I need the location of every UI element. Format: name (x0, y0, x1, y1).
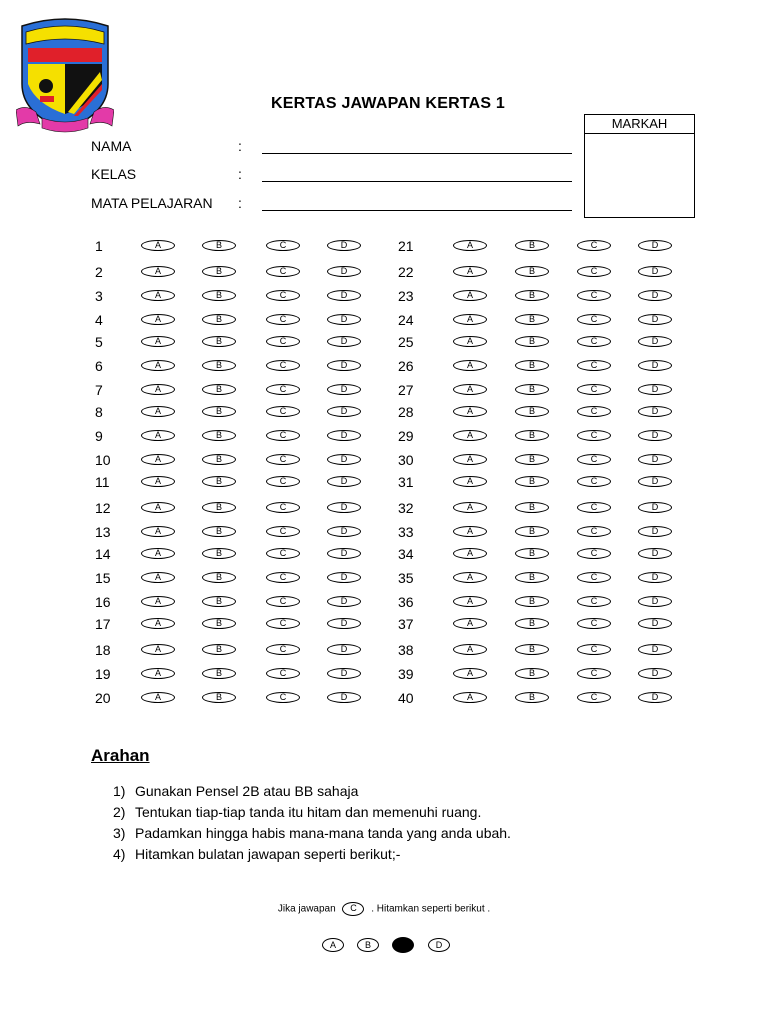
answer-bubble-a[interactable]: A (453, 618, 487, 629)
answer-bubble-a[interactable]: A (141, 360, 175, 371)
answer-bubble-a[interactable]: A (141, 526, 175, 537)
question-number: 6 (95, 358, 103, 374)
answer-bubble-d[interactable]: D (327, 596, 361, 607)
answer-bubble-d[interactable]: D (327, 336, 361, 347)
answer-bubble-a[interactable]: A (141, 384, 175, 395)
question-number: 24 (398, 312, 414, 328)
field-label-kelas: KELAS (91, 166, 137, 182)
answer-bubble-b[interactable]: B (202, 502, 236, 513)
answer-bubble-b[interactable]: B (202, 526, 236, 537)
answer-bubble-d[interactable]: D (638, 476, 672, 487)
answer-bubble-d[interactable]: D (327, 548, 361, 559)
answer-bubble-d[interactable]: D (638, 692, 672, 703)
answer-bubble-d[interactable]: D (638, 336, 672, 347)
answer-bubble-c[interactable]: C (577, 668, 611, 679)
answer-bubble-d[interactable]: D (327, 454, 361, 465)
answer-bubble-d[interactable]: D (327, 644, 361, 655)
answer-bubble-b[interactable]: B (515, 476, 549, 487)
answer-bubble-a[interactable]: A (141, 596, 175, 607)
answer-bubble-c[interactable]: C (577, 384, 611, 395)
answer-bubble-d[interactable]: D (638, 548, 672, 559)
answer-bubble-a[interactable]: A (141, 430, 175, 441)
question-number: 7 (95, 382, 103, 398)
answer-bubble-d[interactable]: D (327, 240, 361, 251)
answer-bubble-c[interactable]: C (577, 476, 611, 487)
answer-bubble-a[interactable]: A (141, 618, 175, 629)
question-number: 17 (95, 616, 111, 632)
answer-bubble-b[interactable]: B (202, 336, 236, 347)
answer-bubble-b[interactable]: B (202, 618, 236, 629)
answer-bubble-a[interactable]: A (453, 526, 487, 537)
example-answer-bubble: C (342, 902, 364, 916)
answer-bubble-b[interactable]: B (515, 406, 549, 417)
answer-bubble-d[interactable]: D (638, 360, 672, 371)
answer-bubble-c[interactable]: C (266, 476, 300, 487)
question-number: 31 (398, 474, 414, 490)
answer-bubble-a[interactable]: A (453, 240, 487, 251)
question-number: 39 (398, 666, 414, 682)
answer-bubble-d[interactable]: D (638, 290, 672, 301)
question-number: 40 (398, 690, 414, 706)
instruction-item: 1) Gunakan Pensel 2B atau BB sahaja (113, 783, 359, 799)
field-colon: : (238, 166, 242, 182)
question-number: 37 (398, 616, 414, 632)
answer-bubble-c[interactable]: C (577, 572, 611, 583)
answer-bubble-c[interactable]: C (266, 572, 300, 583)
answer-bubble-b[interactable]: B (202, 548, 236, 559)
instruction-item: 3) Padamkan hingga habis mana-mana tanda yang anda ubah. (113, 825, 511, 841)
mata-pelajaran-answer-line[interactable] (262, 210, 572, 211)
question-number: 28 (398, 404, 414, 420)
answer-bubble-d[interactable]: D (327, 406, 361, 417)
answer-bubble-a[interactable]: A (453, 548, 487, 559)
question-number: 14 (95, 546, 111, 562)
question-number: 10 (95, 452, 111, 468)
answer-bubble-d[interactable]: D (327, 430, 361, 441)
answer-bubble-c[interactable]: C (577, 406, 611, 417)
answer-bubble-d[interactable]: D (638, 430, 672, 441)
answer-bubble-b[interactable]: B (515, 430, 549, 441)
answer-bubble-a[interactable]: A (141, 406, 175, 417)
answer-bubble-c[interactable]: C (577, 336, 611, 347)
answer-bubble-a[interactable]: A (141, 266, 175, 277)
answer-bubble-b[interactable]: B (515, 502, 549, 513)
answer-bubble-c[interactable]: C (577, 360, 611, 371)
answer-bubble-c[interactable]: C (266, 290, 300, 301)
question-number: 25 (398, 334, 414, 350)
answer-bubble-a[interactable]: A (453, 384, 487, 395)
answer-bubble-a[interactable]: A (141, 240, 175, 251)
answer-bubble-d[interactable]: D (638, 314, 672, 325)
question-number: 15 (95, 570, 111, 586)
answer-bubble-a[interactable]: A (453, 406, 487, 417)
answer-bubble-a[interactable]: A (141, 336, 175, 347)
answer-bubble-b[interactable]: B (202, 644, 236, 655)
answer-bubble-b[interactable]: B (515, 618, 549, 629)
question-number: 2 (95, 264, 103, 280)
field-colon: : (238, 138, 242, 154)
page-title: KERTAS JAWAPAN KERTAS 1 (271, 95, 505, 112)
answer-bubble-b[interactable]: B (202, 240, 236, 251)
answer-bubble-b[interactable]: B (202, 384, 236, 395)
question-number: 38 (398, 642, 414, 658)
answer-bubble-a[interactable]: A (141, 476, 175, 487)
answer-bubble-b[interactable]: B (202, 572, 236, 583)
answer-bubble-d[interactable]: D (638, 454, 672, 465)
markah-box (584, 114, 695, 218)
question-number: 26 (398, 358, 414, 374)
answer-bubble-c[interactable]: C (266, 360, 300, 371)
answer-bubble-b[interactable]: B (515, 454, 549, 465)
answer-bubble-c[interactable]: C (266, 406, 300, 417)
answer-bubble-a[interactable]: A (141, 290, 175, 301)
answer-bubble-b[interactable]: B (515, 314, 549, 325)
question-number: 18 (95, 642, 111, 658)
answer-bubble-d[interactable]: D (327, 290, 361, 301)
answer-bubble-b[interactable]: B (202, 476, 236, 487)
answer-bubble-c[interactable]: C (577, 692, 611, 703)
answer-bubble-b[interactable]: B (202, 314, 236, 325)
question-number: 34 (398, 546, 414, 562)
question-number: 19 (95, 666, 111, 682)
answer-bubble-b[interactable]: B (515, 336, 549, 347)
answer-bubble-c[interactable]: C (266, 384, 300, 395)
question-number: 29 (398, 428, 414, 444)
answer-bubble-a[interactable]: A (453, 668, 487, 679)
question-number: 20 (95, 690, 111, 706)
school-crest-logo (16, 14, 114, 134)
example-bubble: B (357, 938, 379, 952)
answer-bubble-a[interactable]: A (453, 430, 487, 441)
answer-bubble-c[interactable]: C (577, 430, 611, 441)
answer-bubble-b[interactable]: B (515, 548, 549, 559)
answer-bubble-d[interactable]: D (327, 314, 361, 325)
question-number: 30 (398, 452, 414, 468)
nama-answer-line[interactable] (262, 153, 572, 154)
question-number: 22 (398, 264, 414, 280)
answer-bubble-d[interactable]: D (638, 526, 672, 537)
answer-bubble-a[interactable]: A (141, 502, 175, 513)
markah-label: MARKAH (585, 115, 694, 134)
answer-bubble-c[interactable]: C (577, 548, 611, 559)
answer-bubble-c[interactable]: C (577, 454, 611, 465)
answer-bubble-c[interactable]: C (577, 526, 611, 537)
question-number: 1 (95, 238, 103, 254)
answer-bubble-b[interactable]: B (202, 430, 236, 441)
answer-bubble-b[interactable]: B (515, 572, 549, 583)
answer-bubble-a[interactable]: A (453, 572, 487, 583)
answer-bubble-c[interactable]: C (577, 596, 611, 607)
answer-bubble-a[interactable]: A (453, 644, 487, 655)
answer-bubble-d[interactable]: D (638, 384, 672, 395)
answer-bubble-c[interactable]: C (266, 668, 300, 679)
instruction-item: 4) Hitamkan bulatan jawapan seperti berikut;- (113, 846, 401, 862)
example-filled-bubble (392, 937, 414, 953)
answer-bubble-a[interactable]: A (453, 360, 487, 371)
answer-bubble-c[interactable]: C (266, 314, 300, 325)
answer-bubble-c[interactable]: C (266, 454, 300, 465)
answer-bubble-d[interactable]: D (327, 502, 361, 513)
answer-bubble-b[interactable]: B (202, 406, 236, 417)
answer-bubble-b[interactable]: B (515, 266, 549, 277)
question-number: 3 (95, 288, 103, 304)
answer-bubble-a[interactable]: A (141, 454, 175, 465)
answer-bubble-d[interactable]: D (638, 406, 672, 417)
answer-bubble-d[interactable]: D (327, 526, 361, 537)
example-text: Jika jawapan C . Hitamkan seperti berikut . (277, 903, 491, 915)
answer-bubble-d[interactable]: D (638, 644, 672, 655)
answer-bubble-c[interactable]: C (577, 314, 611, 325)
answer-bubble-c[interactable]: C (266, 692, 300, 703)
answer-bubble-d[interactable]: D (638, 618, 672, 629)
question-number: 5 (95, 334, 103, 350)
answer-bubble-d[interactable]: D (327, 266, 361, 277)
question-number: 35 (398, 570, 414, 586)
answer-bubble-a[interactable]: A (141, 668, 175, 679)
answer-bubble-d[interactable]: D (327, 692, 361, 703)
answer-bubble-c[interactable]: C (266, 618, 300, 629)
example-bubble: A (322, 938, 344, 952)
example-bubble: D (428, 938, 450, 952)
answer-bubble-a[interactable]: A (453, 266, 487, 277)
answer-bubble-b[interactable]: B (515, 290, 549, 301)
answer-bubble-b[interactable]: B (202, 668, 236, 679)
question-number: 12 (95, 500, 111, 516)
question-number: 13 (95, 524, 111, 540)
answer-bubble-c[interactable]: C (266, 502, 300, 513)
question-number: 33 (398, 524, 414, 540)
answer-bubble-a[interactable]: A (453, 454, 487, 465)
answer-bubble-c[interactable]: C (577, 240, 611, 251)
answer-bubble-a[interactable]: A (141, 314, 175, 325)
answer-bubble-a[interactable]: A (453, 290, 487, 301)
answer-bubble-b[interactable]: B (515, 668, 549, 679)
question-number: 23 (398, 288, 414, 304)
answer-bubble-c[interactable]: C (266, 526, 300, 537)
question-number: 9 (95, 428, 103, 444)
answer-bubble-c[interactable]: C (266, 596, 300, 607)
answer-bubble-d[interactable]: D (638, 240, 672, 251)
answer-bubble-a[interactable]: A (453, 596, 487, 607)
instruction-item: 2) Tentukan tiap-tiap tanda itu hitam dan memenuhi ruang. (113, 804, 482, 820)
question-number: 32 (398, 500, 414, 516)
answer-bubble-c[interactable]: C (577, 502, 611, 513)
answer-bubble-d[interactable]: D (638, 502, 672, 513)
answer-bubble-d[interactable]: D (327, 360, 361, 371)
answer-bubble-d[interactable]: D (638, 266, 672, 277)
answer-bubble-c[interactable]: C (266, 644, 300, 655)
answer-bubble-b[interactable]: B (202, 266, 236, 277)
answer-bubble-d[interactable]: D (327, 668, 361, 679)
answer-bubble-a[interactable]: A (453, 476, 487, 487)
answer-bubble-c[interactable]: C (266, 548, 300, 559)
answer-bubble-c[interactable]: C (577, 618, 611, 629)
answer-bubble-b[interactable]: B (202, 596, 236, 607)
answer-bubble-b[interactable]: B (515, 526, 549, 537)
answer-bubble-c[interactable]: C (266, 266, 300, 277)
field-label-mata-pelajaran: MATA PELAJARAN (91, 195, 213, 211)
answer-bubble-c[interactable]: C (577, 644, 611, 655)
answer-bubble-d[interactable]: D (327, 476, 361, 487)
field-label-nama: NAMA (91, 138, 132, 154)
answer-bubble-c[interactable]: C (266, 240, 300, 251)
answer-bubble-c[interactable]: C (266, 430, 300, 441)
answer-bubble-a[interactable]: A (453, 502, 487, 513)
kelas-answer-line[interactable] (262, 181, 572, 182)
answer-bubble-d[interactable]: D (638, 668, 672, 679)
answer-bubble-a[interactable]: A (141, 572, 175, 583)
answer-bubble-b[interactable]: B (515, 692, 549, 703)
answer-bubble-b[interactable]: B (202, 692, 236, 703)
answer-bubble-b[interactable]: B (515, 240, 549, 251)
question-number: 4 (95, 312, 103, 328)
answer-bubble-b[interactable]: B (515, 596, 549, 607)
answer-bubble-a[interactable]: A (453, 692, 487, 703)
answer-bubble-a[interactable]: A (141, 548, 175, 559)
answer-bubble-d[interactable]: D (327, 618, 361, 629)
question-number: 21 (398, 238, 414, 254)
answer-bubble-a[interactable]: A (453, 314, 487, 325)
question-number: 8 (95, 404, 103, 420)
answer-bubble-b[interactable]: B (515, 644, 549, 655)
answer-bubble-b[interactable]: B (515, 384, 549, 395)
question-number: 36 (398, 594, 414, 610)
answer-bubble-c[interactable]: C (577, 290, 611, 301)
field-colon: : (238, 195, 242, 211)
answer-bubble-b[interactable]: B (202, 290, 236, 301)
answer-bubble-d[interactable]: D (638, 596, 672, 607)
answer-bubble-d[interactable]: D (638, 572, 672, 583)
answer-bubble-a[interactable]: A (453, 336, 487, 347)
answer-bubble-c[interactable]: C (266, 336, 300, 347)
question-number: 27 (398, 382, 414, 398)
answer-bubble-d[interactable]: D (327, 572, 361, 583)
answer-bubble-c[interactable]: C (577, 266, 611, 277)
answer-bubble-b[interactable]: B (202, 454, 236, 465)
answer-bubble-a[interactable]: A (141, 692, 175, 703)
answer-bubble-d[interactable]: D (327, 384, 361, 395)
answer-bubble-a[interactable]: A (141, 644, 175, 655)
answer-bubble-b[interactable]: B (202, 360, 236, 371)
answer-bubble-b[interactable]: B (515, 360, 549, 371)
instructions-title: Arahan (91, 746, 150, 765)
question-number: 11 (95, 474, 110, 490)
question-number: 16 (95, 594, 111, 610)
